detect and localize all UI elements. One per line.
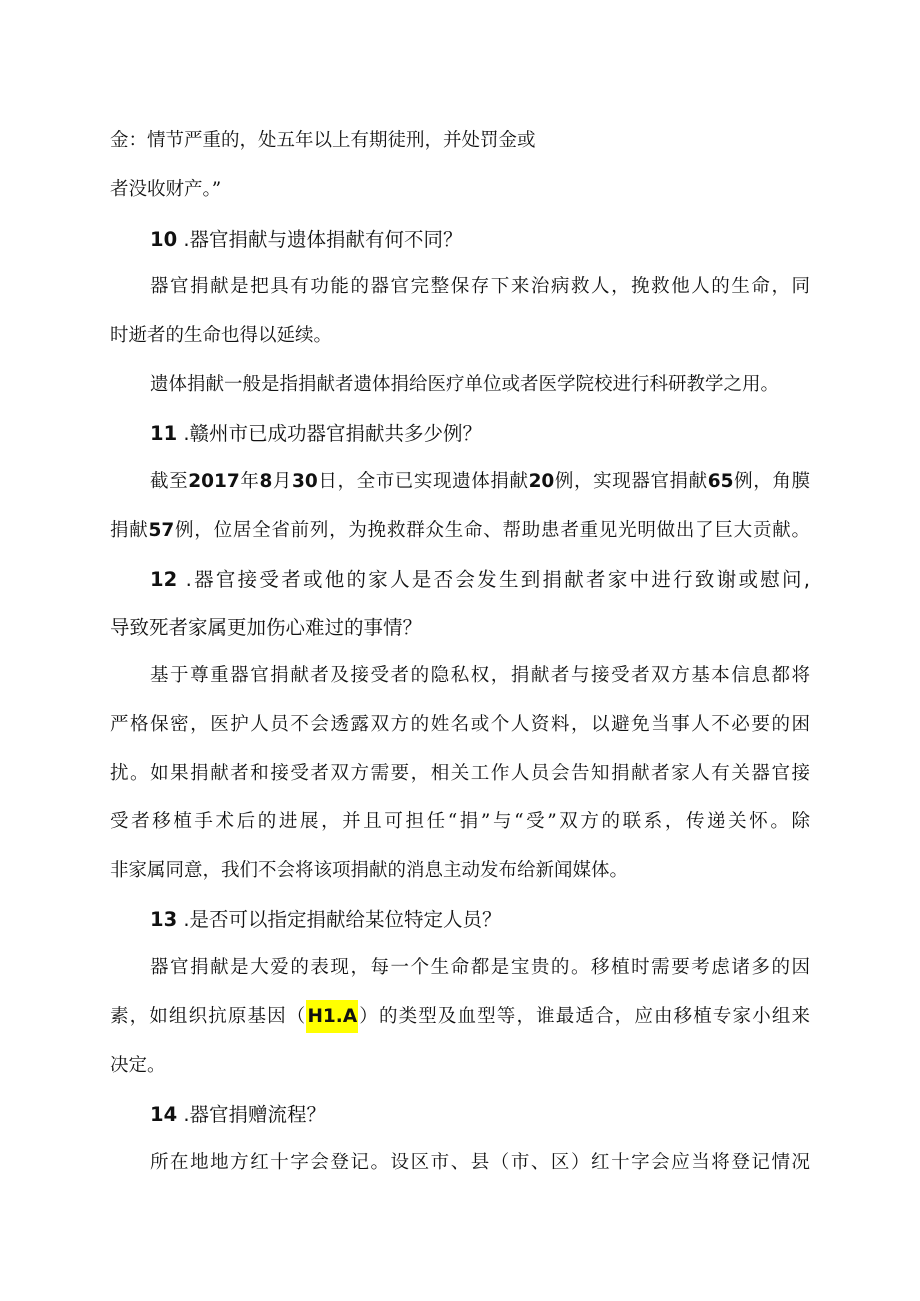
question-text: .赣州市已成功器官捐献共多少例？ [177,422,483,445]
text-span: 截至 [150,471,189,492]
text-span: ）的类型及血型等，谁最适合，应由移植专家小组来 [358,1006,810,1027]
question-heading-continued: 导致死者家属更加伤心难过的事情？ [110,616,423,639]
paragraph-line: 非家属同意，我们不会将该项捐献的消息主动发布给新闻媒体。 [110,860,629,881]
question-number: 10 [150,228,178,251]
question-heading-12 [150,566,810,594]
stats-line [110,518,810,544]
paragraph-line: 受者移植手术后的进展，并且可担任“捐”与“受”双方的联系，传递关怀。除 [110,811,810,832]
text-span: 月 [272,471,293,492]
paragraph-line: 严格保密，医护人员不会透露双方的姓名或个人资料，以避免当事人不必要的困 [110,714,810,735]
text-span: 年 [239,471,260,492]
stat-month: 8 [259,471,273,492]
paragraph-line: 者没收财产。” [110,179,222,200]
text-span: 日，全市已实现遗体捐献 [317,471,529,492]
paragraph-line: 器官捐献是大爱的表现，每一个生命都是宝贵的。移植时需要考虑诸多的因 [150,957,810,978]
stat-year: 2017 [188,471,240,492]
paragraph-line: 所在地地方红十字会登记。设区市、县（市、区）红十字会应当将登记情况 [150,1152,810,1173]
text-span: 例，位居全省前列，为挽救群众生命、帮助患者重见光明做出了巨大贡献。 [174,520,810,541]
paragraph-line: 扰。如果捐献者和接受者双方需要，相关工作人员会告知捐献者家人有关器官接 [110,763,810,784]
text-span: 捐献 [110,520,149,541]
question-text: .是否可以指定捐献给某位特定人员？ [177,908,502,931]
stat-cornea-donations: 57 [148,520,175,541]
hla-line [110,1004,810,1030]
paragraph-line: 器官捐献是把具有功能的器官完整保存下来治病救人，挽救他人的生命，同 [150,276,810,297]
question-heading-13 [150,906,502,934]
question-text: .器官捐献与遗体捐献有何不同？ [177,228,463,251]
text-span: 例，角膜 [733,471,810,492]
text-span: 例，实现器官捐献 [554,471,708,492]
question-number: 12 [150,568,178,591]
question-heading-10 [150,226,463,254]
question-number: 14 [150,1103,178,1126]
paragraph-line: 金：情节严重的，处五年以上有期徒刑，并处罚金或 [110,130,536,151]
paragraph-line: 遗体捐献一般是指捐献者遗体捐给医疗单位或者医学院校进行科研教学之用。 [150,374,780,395]
paragraph-line: 时逝者的生命也得以延续。 [110,325,333,346]
paragraph-line: 基于尊重器官捐献者及接受者的隐私权，捐献者与接受者双方基本信息都将 [150,665,810,686]
stat-day: 30 [292,471,318,492]
question-text: .器官接受者或他的家人是否会发生到捐献者家中进行致谢或慰问, [177,568,810,591]
question-heading-11 [150,420,482,448]
highlighted-term: H1.A [306,1000,358,1033]
stats-line [150,469,810,495]
question-heading-14 [150,1101,326,1129]
stat-organ-donations: 65 [707,471,734,492]
question-number: 11 [150,422,178,445]
stat-body-donations: 20 [528,471,555,492]
text-span: 素，如组织抗原基因（ [110,1006,307,1027]
question-text: .器官捐赠流程？ [177,1103,327,1126]
question-number: 13 [150,908,178,931]
paragraph-line: 决定。 [110,1055,166,1076]
